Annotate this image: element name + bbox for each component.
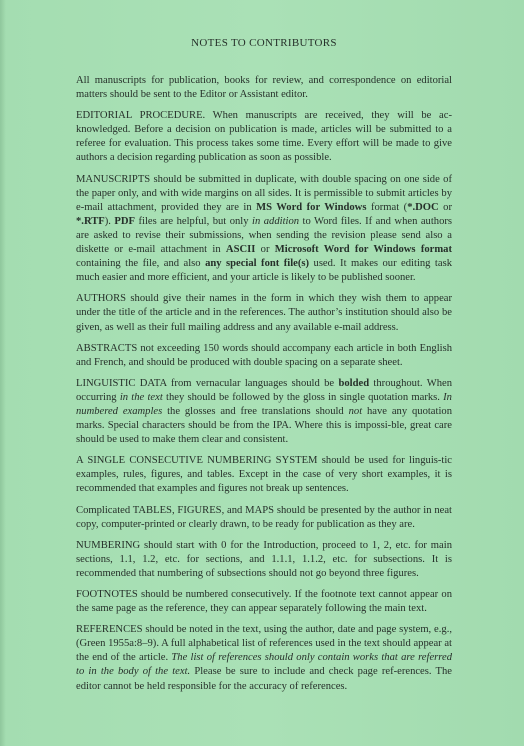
manuscripts-bold-text: ASCII bbox=[225, 244, 256, 256]
manuscripts-text: containing the file, and also bbox=[76, 258, 206, 270]
abstracts-paragraph: ABSTRACTS not exceeding 150 words should accompany each article in both English and French, and should be produced with double spacing on a separate sheet. bbox=[76, 342, 452, 368]
linguistic-text: LINGUISTIC DATA from vernacular languages should be bbox=[76, 377, 339, 389]
authors-paragraph: AUTHORS should give their names in the form in which they wish them to appear under the title of the article and in the references. The author’s institution should also be given, as well as their full mailing address and any available e-mail address. bbox=[76, 293, 452, 333]
page-edge-shadow bbox=[0, 0, 6, 746]
references-paragraph bbox=[76, 623, 452, 693]
linguistic-italic-text: In numbered examples bbox=[76, 391, 452, 417]
manuscripts-bold-text: *.RTF bbox=[76, 215, 105, 227]
manuscripts-text: files are helpful, but only bbox=[135, 215, 253, 227]
manuscripts-bold-text: any special font file(s) bbox=[205, 258, 310, 270]
manuscripts-text: MANUSCRIPTS should be submitted in duplicate, with double spacing on one side of the paper only, and with wide margins on all sides. It is permissible to submit articles by e-mail attachment, provided they are in bbox=[76, 173, 452, 213]
tables-figures-maps-paragraph: Complicated TABLES, FIGURES, and MAPS should be presented by the author in neat copy, computer-printed or clearly drawn, to be ready for publication as they are. bbox=[76, 504, 452, 530]
linguistic-text: have any quotation marks. Special characters should be from the IPA. Where this is impossi-ble, great care should be used to make them clear and consistent. bbox=[76, 405, 452, 446]
manuscripts-text: used. It makes our editing task much easier and more efficient, and your article is likely to be published sooner. bbox=[76, 258, 452, 284]
manuscripts-text: or bbox=[438, 201, 452, 213]
linguistic-bold-text: bolded bbox=[338, 377, 370, 389]
manuscripts-text: to Word files. If and when authors are asked to revise their submissions, when sending the revision please send also a diskette or e-mail attachment in bbox=[76, 215, 453, 256]
linguistic-italic-text: in the text bbox=[119, 391, 163, 403]
manuscripts-text: or bbox=[255, 244, 275, 256]
notes-content bbox=[76, 36, 452, 701]
linguistic-text: they should be followed by the gloss in single quotation marks. bbox=[162, 391, 444, 403]
numbering-system-paragraph: A SINGLE CONSECUTIVE NUMBERING SYSTEM should be used for linguis-tic examples, rules, figures, and tables. Except in the case of very short examples, it is recommended that examples and figures not break up sentences. bbox=[76, 455, 452, 495]
references-text: Please be sure to include and check page ref-erences. The editor cannot be held responsible for the accuracy of references. bbox=[76, 666, 452, 692]
numbering-paragraph: NUMBERING should start with 0 for the Introduction, proceed to 1, 2, etc. for main sections, 1.1, 1.2, etc. for sections, and 1.1.1, 1.1.2, etc. for subsections. It is recommended that numbering of subsections should not go beyond three figures. bbox=[76, 539, 452, 579]
manuscripts-bold-text: *.DOC bbox=[407, 201, 439, 213]
manuscripts-paragraph bbox=[76, 173, 452, 286]
manuscripts-bold-text: PDF bbox=[114, 215, 136, 227]
footnotes-paragraph: FOOTNOTES should be numbered consecutively. If the footnote text cannot appear on the same page as the reference, they can appear separately following the main text. bbox=[76, 589, 452, 615]
manuscripts-italic-text: in addition bbox=[252, 215, 300, 227]
linguistic-text: throughout. When occurring bbox=[76, 377, 452, 403]
references-italic-text: The list of references should only contain works that are referred to in the body of the text. bbox=[76, 652, 452, 678]
manuscripts-text: format ( bbox=[366, 201, 408, 213]
manuscripts-bold-text: MS Word for Windows bbox=[256, 201, 367, 213]
linguistic-italic-text: not bbox=[348, 405, 363, 417]
references-text: REFERENCES should be noted in the text, using the author, date and page system, e.g., (Green 1955a:8–9). A full alphabetical list of references used in the text should appear at the end of the article. bbox=[76, 624, 452, 664]
manuscripts-text: ). bbox=[104, 215, 115, 227]
editorial-procedure-paragraph: EDITORIAL PROCEDURE. When manuscripts are received, they will be ac-knowledged. Before a decision on publication is made, articles will be submitted to a referee for evaluation. This process takes some time. Every effort will be made to give authors a decision regarding publication as soon as possible. bbox=[76, 110, 452, 164]
page-title: NOTES TO CONTRIBUTORS bbox=[191, 37, 337, 49]
linguistic-data-paragraph bbox=[76, 377, 452, 447]
manuscripts-bold-text: Microsoft Word for Windows format bbox=[274, 244, 452, 256]
linguistic-text: the glosses and free translations should bbox=[162, 405, 349, 417]
intro-paragraph: All manuscripts for publication, books for review, and correspondence on editorial matters should be sent to the Editor or Assistant editor. bbox=[76, 75, 452, 101]
